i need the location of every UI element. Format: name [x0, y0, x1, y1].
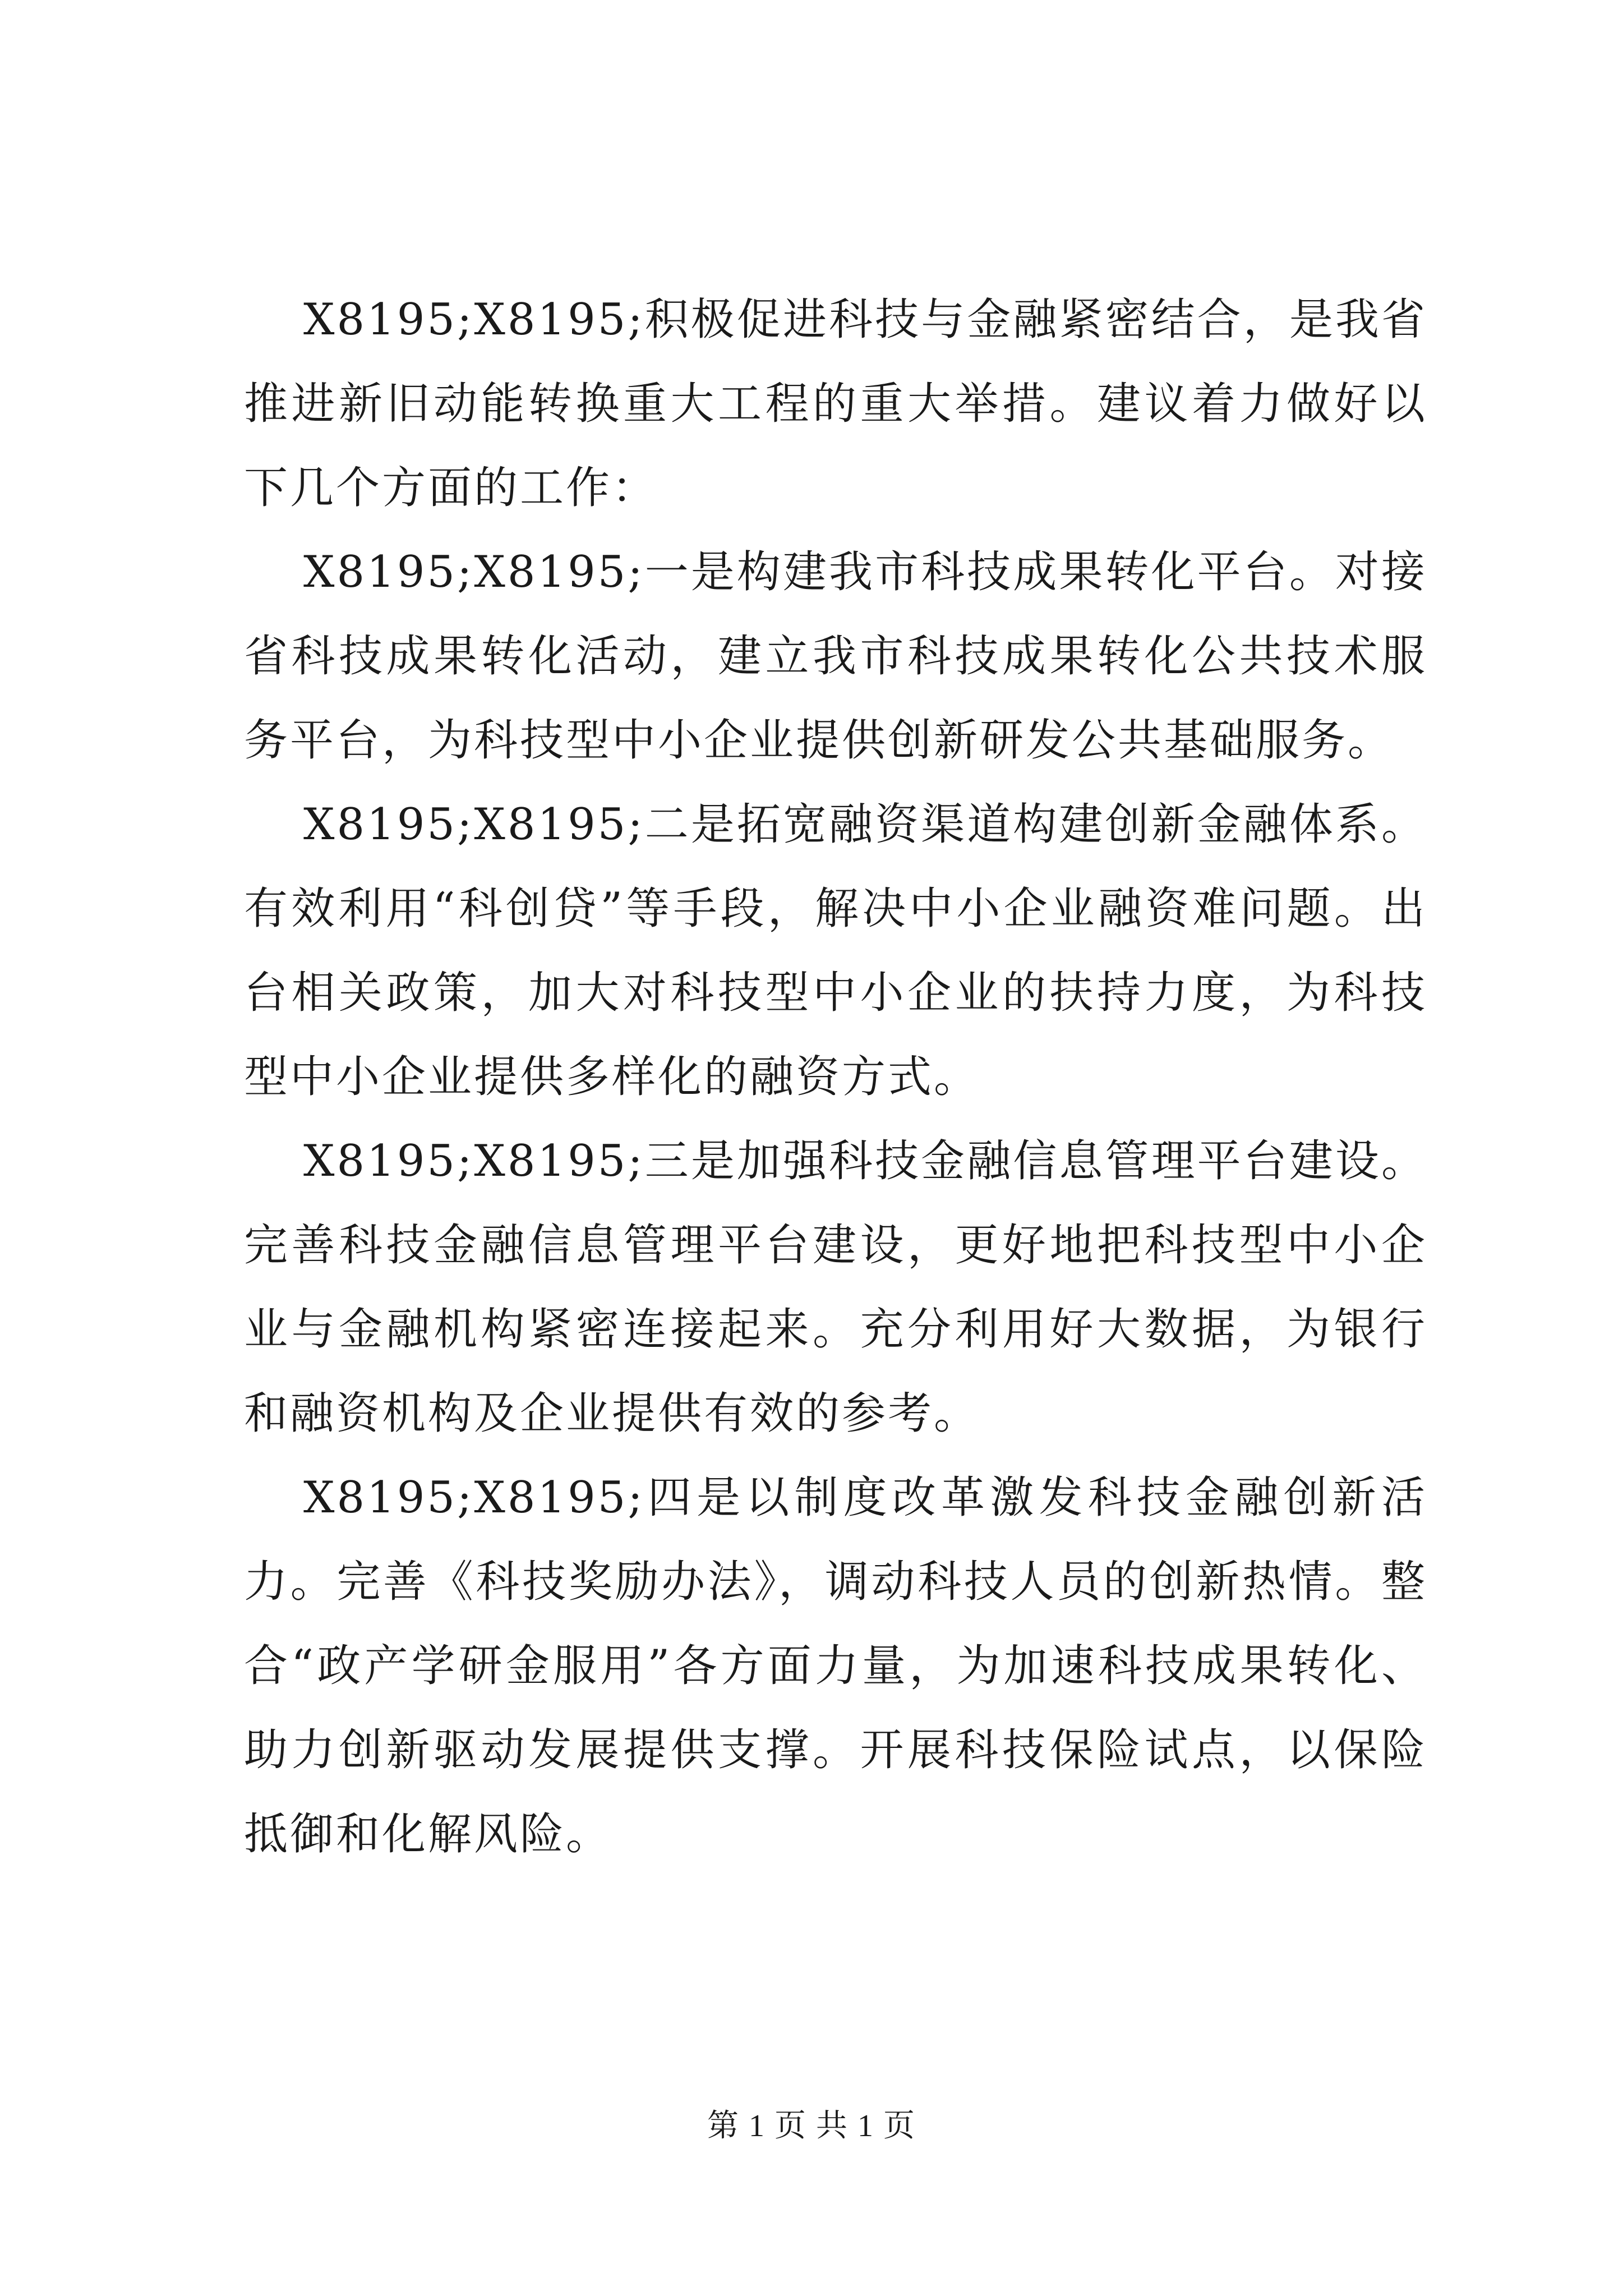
paragraph-text: X8195;X8195;一是构建我市科技成果转化平台。对接省科技成果转化活动，建立我市科技成果转化公共技术服务平台，为科技型中小企业提供创新研发公共基础服务。	[244, 547, 1427, 766]
paragraph-text: X8195;X8195;二是拓宽融资渠道构建创新金融体系。有效利用“科创贷”等手段，解决中小企业融资难问题。出台相关政策，加大对科技型中小企业的扶持力度，为科技型中小企业提供多样化的融资方式。	[244, 799, 1427, 1102]
page-number-footer: 第 1 页 共 1 页	[707, 2109, 916, 2143]
paragraph-intro	[244, 278, 1427, 530]
paragraph-text: X8195;X8195;三是加强科技金融信息管理平台建设。完善科技金融信息管理平台建设，更好地把科技型中小企业与金融机构紧密连接起来。充分利用好大数据，为银行和融资机构及企业提供有效的参考。	[244, 1136, 1427, 1439]
paragraph-point-2	[244, 783, 1427, 1119]
paragraph-text: X8195;X8195;积极促进科技与金融紧密结合，是我省推进新旧动能转换重大工程的重大举措。建议着力做好以下几个方面的工作：	[244, 295, 1427, 513]
document-body	[244, 278, 1427, 1876]
paragraph-point-4	[244, 1456, 1427, 1876]
paragraph-point-3	[244, 1119, 1427, 1456]
paragraph-text: X8195;X8195;四是以制度改革激发科技金融创新活力。完善《科技奖励办法》，调动科技人员的创新热情。整合“政产学研金服用”各方面力量，为加速科技成果转化、助力创新驱动发展提供支撑。开展科技保险试点，以保险抵御和化解风险。	[244, 1473, 1427, 1860]
paragraph-point-1	[244, 530, 1427, 783]
